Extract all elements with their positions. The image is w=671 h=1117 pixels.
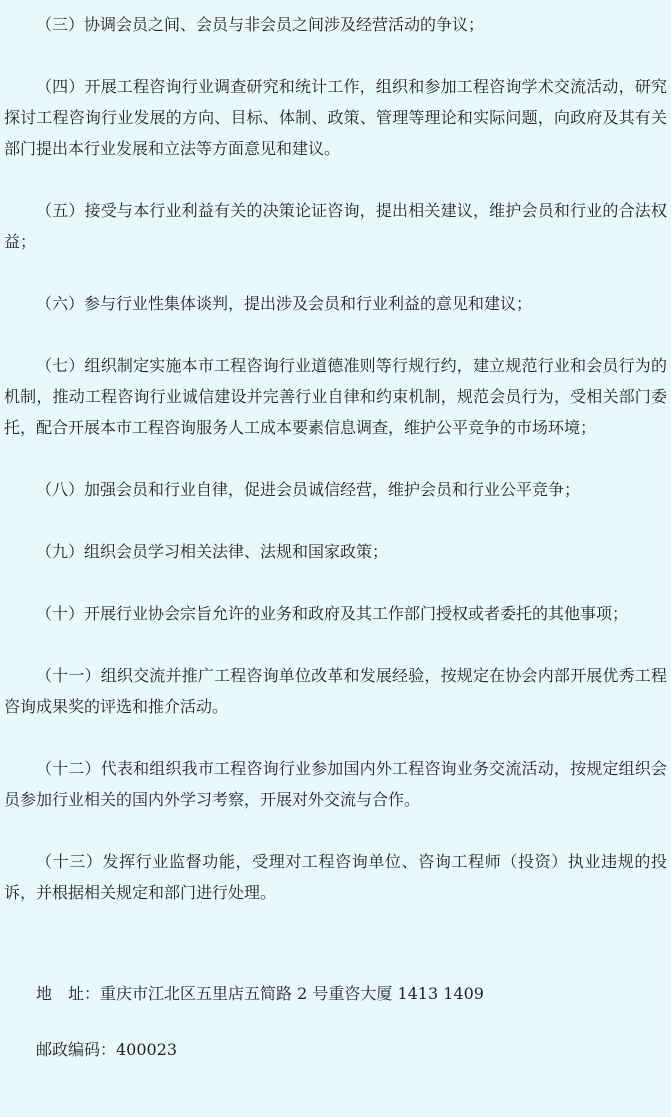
- paragraph-6: （六）参与行业性集体谈判，提出涉及会员和行业利益的意见和建议；: [36, 294, 533, 313]
- address-line: 地 址：重庆市江北区五里店五简路 2 号重咨大厦 1413 1409: [36, 984, 484, 1003]
- paragraph-13: （十三）发挥行业监督功能，受理对工程咨询单位、咨询工程师（投资）执业违规的投诉，并根据相关规定和部门进行处理。: [4, 852, 667, 902]
- paragraph-8: （八）加强会员和行业自律，促进会员诚信经营，维护会员和行业公平竞争；: [36, 480, 581, 499]
- paragraph-3: （三）协调会员之间、会员与非会员之间涉及经营活动的争议；: [36, 15, 485, 34]
- paragraph-5: （五）接受与本行业利益有关的决策论证咨询，提出相关建议，维护会员和行业的合法权益；: [4, 201, 667, 251]
- paragraph-10: （十）开展行业协会宗旨允许的业务和政府及其工作部门授权或者委托的其他事项；: [36, 604, 629, 623]
- paragraph-7: （七）组织制定实施本市工程咨询行业道德准则等行规行约，建立规范行业和会员行为的机制，推动工程咨询行业诚信建设并完善行业自律和约束机制，规范会员行为，受相关部门委托，配合开展本市工程咨询服务人工成本要素信息调查，维护公平竞争的市场环境；: [4, 356, 667, 437]
- document-page: [0, 9, 671, 1117]
- paragraph-12: （十二）代表和组织我市工程咨询行业参加国内外工程咨询业务交流活动，按规定组织会员参加行业相关的国内外学习考察，开展对外交流与合作。: [4, 759, 667, 809]
- paragraph-11: （十一）组织交流并推广工程咨询单位改革和发展经验，按规定在协会内部开展优秀工程咨询成果奖的评选和推介活动。: [4, 666, 667, 716]
- paragraph-4: （四）开展工程咨询行业调查研究和统计工作，组织和参加工程咨询学术交流活动，研究探讨工程咨询行业发展的方向、目标、体制、政策、管理等理论和实际问题，向政府及其有关部门提出本行业发展和立法等方面意见和建议。: [4, 77, 667, 158]
- postcode-line: 邮政编码：400023: [36, 1040, 178, 1059]
- paragraph-9: （九）组织会员学习相关法律、法规和国家政策；: [36, 542, 389, 561]
